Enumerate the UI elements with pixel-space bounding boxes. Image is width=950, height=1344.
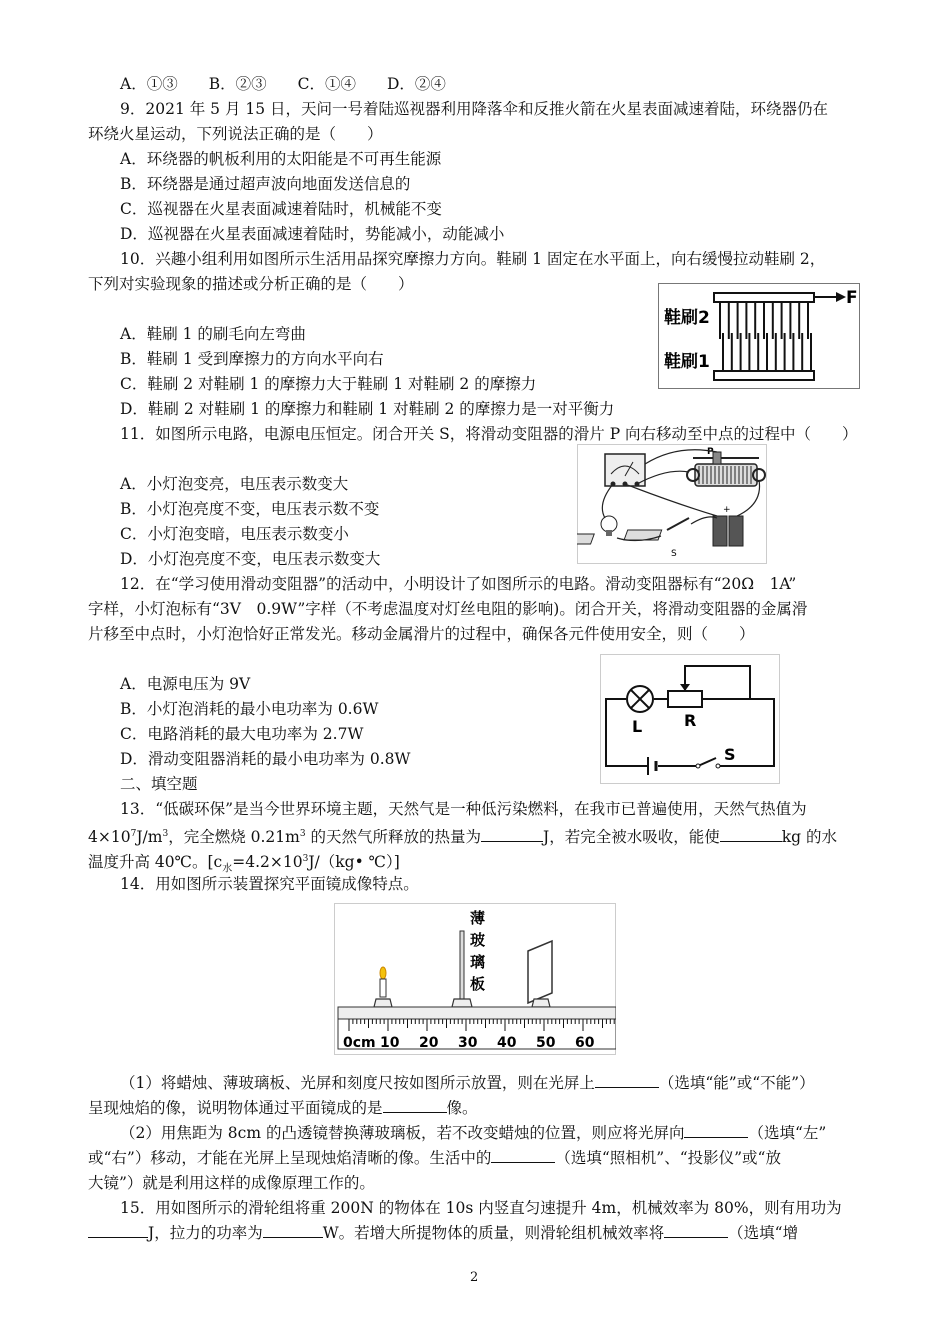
q14-part1-cont: 呈现烛焰的像，说明物体通过平面镜成的是 像。: [88, 1099, 478, 1117]
q9-stem-cont: 环绕火星运动，下列说法正确的是（ ）: [88, 125, 383, 143]
answer-blank-power[interactable]: [263, 1223, 323, 1238]
shoe-brush-figure: [658, 283, 860, 389]
q10-option-a: A．鞋刷 1 的刷毛向左弯曲: [120, 325, 306, 343]
answer-blank-mass[interactable]: [720, 827, 782, 842]
ruler-tick-label: 30: [458, 1035, 478, 1051]
q14-part2: （2）用焦距为 8cm 的凸透镜替换薄玻璃板，若不改变蜡烛的位置，则应将光屏向 （选填“左”: [120, 1124, 827, 1142]
q15-stem: 15．用如图所示的滑轮组将重 200N 的物体在 10s 内竖直匀速提升 4m，机械效率为 80%，则有用功为: [120, 1199, 842, 1217]
q14-part2-cont: 或“右”）移动，才能在光屏上呈现烛焰清晰的像。生活中的 （选填“照相机”、“投影仪”或“放: [88, 1149, 781, 1167]
ruler-tick-label: 0cm: [343, 1035, 376, 1051]
ruler-tick-label: 40: [497, 1035, 517, 1051]
answer-blank-useful-work[interactable]: [88, 1223, 148, 1238]
q9-option-c: C．巡视器在火星表面减速着陆时，机械能不变: [120, 200, 442, 218]
q14-stem: 14．用如图所示装置探究平面镜成像特点。: [120, 875, 419, 893]
glass-char-3: 璃: [470, 953, 486, 971]
q12-option-b: B．小灯泡消耗的最小电功率为 0.6W: [120, 700, 379, 718]
q10-option-d: D．鞋刷 2 对鞋刷 1 的摩擦力和鞋刷 1 对鞋刷 2 的摩擦力是一对平衡力: [120, 400, 615, 418]
q11-option-c: C．小灯泡变暗，电压表示数变小: [120, 525, 349, 543]
q12-stem-cont1: 字样，小灯泡标有“3V 0.9W”字样（不考虑温度对灯丝电阻的影响)。闭合开关，将滑动变阻器的金属滑: [88, 600, 808, 618]
ruler-tick-label: 20: [419, 1035, 439, 1051]
q14-part2-cont2: 大镜”）就是利用这样的成像原理工作的。: [88, 1174, 375, 1192]
rheostat-r-label: R: [684, 711, 697, 730]
q11-option-d: D．小灯泡亮度不变，电压表示数变大: [120, 550, 381, 568]
q12-stem-cont2: 片移至中点时，小灯泡恰好正常发光。移动金属滑片的过程中，确保各元件使用安全，则（ ）: [88, 625, 755, 643]
brush1-label: 鞋刷1: [664, 352, 710, 372]
q12-option-a: A．电源电压为 9V: [120, 675, 251, 693]
glass-plate: [460, 931, 464, 1001]
force-label: F: [846, 288, 858, 308]
schematic-circuit-figure: [600, 654, 780, 784]
lamp-l-label: L: [632, 717, 643, 736]
q10-option-c: C．鞋刷 2 对鞋刷 1 的摩擦力大于鞋刷 1 对鞋刷 2 的摩擦力: [120, 375, 537, 393]
q9-option-d: D．巡视器在火星表面减速着陆时，势能减小，动能减小: [120, 225, 505, 243]
q10-option-b: B．鞋刷 1 受到摩擦力的方向水平向右: [120, 350, 384, 368]
q8-options: A．①③ B．②③ C．①④ D．②④: [120, 75, 446, 93]
ruler-tick-label: 60: [575, 1035, 595, 1051]
q9-option-a: A．环绕器的帆板利用的太阳能是不可再生能源: [120, 150, 442, 168]
section-heading: 二、填空题: [120, 775, 198, 793]
q13-stem: 13．“低碳环保”是当今世界环境主题，天然气是一种低污染燃料，在我市已普遍使用，天然气热值为: [120, 800, 807, 818]
voltmeter: [605, 454, 645, 487]
switch-s-label: S: [724, 745, 736, 764]
answer-blank-efficiency[interactable]: [664, 1223, 728, 1238]
q11-option-a: A．小灯泡变亮，电压表示数变大: [120, 475, 349, 493]
q12-option-d: D．滑动变阻器消耗的最小电功率为 0.8W: [120, 750, 411, 768]
glass-char-1: 薄: [470, 909, 486, 927]
mirror-experiment-figure: [334, 903, 616, 1055]
q10-stem-cont: 下列对实验现象的描述或分析正确的是（ ）: [88, 275, 414, 293]
answer-blank-image-type[interactable]: [383, 1098, 447, 1113]
switch-s-label: S: [671, 549, 677, 559]
q14-part1: （1）将蜡烛、薄玻璃板、光屏和刻度尺按如图所示放置，则在光屏上 （选填“能”或“不能”）: [120, 1074, 815, 1092]
q9-option-b: B．环绕器是通过超声波向地面发送信息的: [120, 175, 411, 193]
q12-option-c: C．电路消耗的最大电功率为 2.7W: [120, 725, 364, 743]
ruler-tick-label: 10: [380, 1035, 400, 1051]
q9-stem: 9．2021 年 5 月 15 日，天问一号着陆巡视器利用降落伞和反推火箭在火星表面减速着陆，环绕器仍在: [120, 100, 829, 118]
slider-p-label: P: [707, 447, 714, 457]
answer-blank-heat[interactable]: [481, 827, 543, 842]
answer-blank-can-image[interactable]: [595, 1073, 659, 1088]
glass-char-2: 玻: [470, 931, 486, 949]
battery-plus-label: +: [723, 505, 731, 515]
q12-stem: 12．在“学习使用滑动变阻器”的活动中，小明设计了如图所示的电路。滑动变阻器标有“20Ω 1A”: [120, 575, 797, 593]
q13-stem-cont2: 温度升高 40℃。[$c_水=4.2\times 10^3J/(kg•$ ℃）]: [88, 853, 400, 875]
answer-blank-device[interactable]: [491, 1148, 555, 1163]
q15-stem-cont: J，拉力的功率为 W。若增大所提物体的质量，则滑轮组机械效率将 （选填“增: [88, 1223, 798, 1243]
glass-char-4: 板: [470, 975, 486, 993]
q11-option-b: B．小灯泡亮度不变，电压表示数不变: [120, 500, 380, 518]
brush2-label: 鞋刷2: [664, 308, 710, 328]
q13-stem-cont: $4\times 10^7J/m^3$，完全燃烧 $0.21m^3$ 的天然气所释放的热量为 J，若完全被水吸收，能使 kg 的水: [88, 828, 837, 847]
q10-stem: 10．兴趣小组利用如图所示生活用品探究摩擦力方向。鞋刷 1 固定在水平面上，向右缓慢拉动鞋刷 2，: [120, 250, 826, 268]
candle: [380, 967, 386, 997]
q11-stem: 11．如图所示电路，电源电压恒定。闭合开关 S，将滑动变阻器的滑片 P 向右移动至中点的过程中（ ）: [120, 425, 858, 443]
ruler-tick-label: 50: [536, 1035, 556, 1051]
light-screen: [528, 941, 552, 1003]
answer-blank-direction[interactable]: [684, 1123, 748, 1138]
physical-circuit-figure: [577, 444, 767, 564]
page-number: 2: [470, 1270, 479, 1285]
